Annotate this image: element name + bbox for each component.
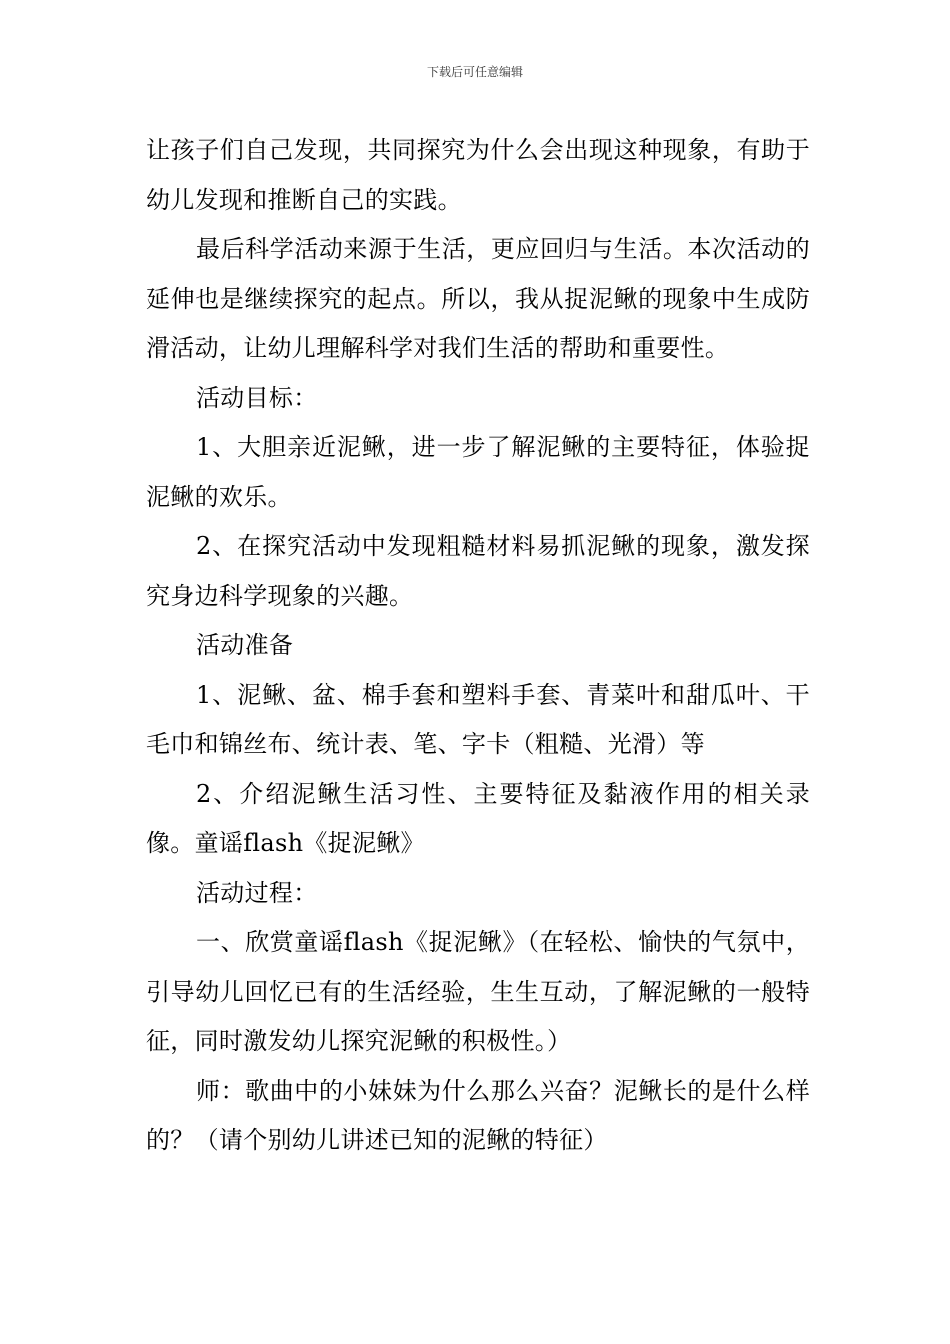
- heading-activity-preparation: 活动准备: [196, 631, 294, 659]
- heading-activity-goals: 活动目标：: [196, 383, 318, 412]
- goal-item-1: 1、大胆亲近泥鳅，进一步了解泥鳅的主要特征，体验捉泥鳅的欢乐。: [146, 433, 810, 511]
- heading-activity-process: 活动过程：: [196, 878, 318, 907]
- teacher-question: 师：歌曲中的小妹妹为什么那么兴奋？泥鳅长的是什么样的？（请个别幼儿讲述已知的泥鳅的特征）: [146, 1076, 810, 1154]
- document-body: [146, 126, 810, 1166]
- goal-item-2: 2、在探究活动中发现粗糙材料易抓泥鳅的现象，激发探究身边科学现象的兴趣。: [146, 532, 810, 610]
- page-header-note: 下载后可任意编辑: [426, 65, 523, 79]
- paragraph-conclusion: 最后科学活动来源于生活，更应回归与生活。本次活动的延伸也是继续探究的起点。所以，我从捉泥鳅的现象中生成防滑活动，让幼儿理解科学对我们生活的帮助和重要性。: [146, 235, 810, 362]
- preparation-item-2: 2、介绍泥鳅生活习性、主要特征及黏液作用的相关录像。童谣flash《捉泥鳅》: [146, 779, 810, 857]
- process-step-1: 一、欣赏童谣flash《捉泥鳅》（在轻松、愉快的气氛中，引导幼儿回忆已有的生活经验，生生互动，了解泥鳅的一般特征，同时激发幼儿探究泥鳅的积极性。）: [146, 928, 810, 1055]
- preparation-item-1: 1、泥鳅、盆、棉手套和塑料手套、青菜叶和甜瓜叶、干毛巾和锦丝布、统计表、笔、字卡（粗糙、光滑）等: [146, 680, 810, 758]
- paragraph-intro-continuation: 让孩子们自己发现，共同探究为什么会出现这种现象，有助于幼儿发现和推断自己的实践。: [146, 136, 810, 214]
